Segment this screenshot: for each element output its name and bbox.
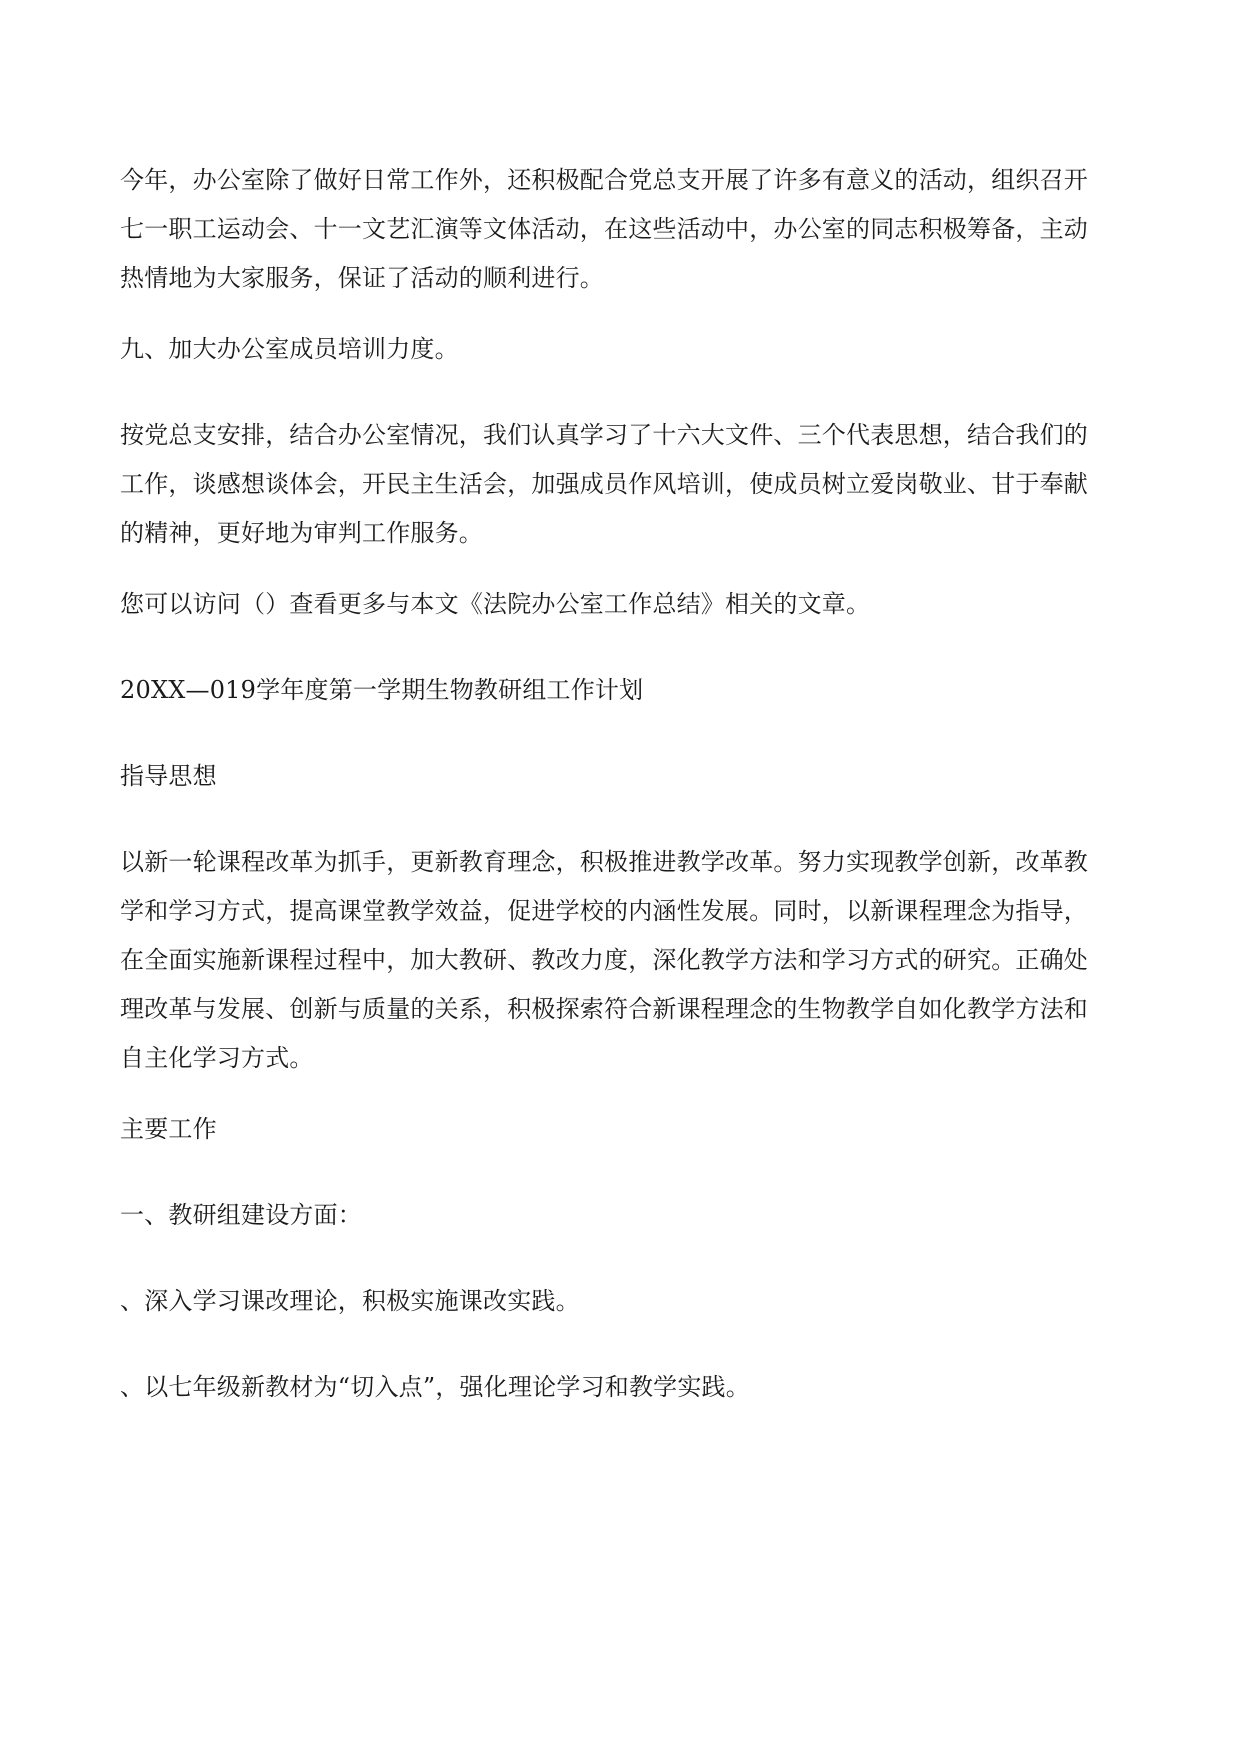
text-line: 、深入学习课改理论，积极实施课改实践。 — [120, 1287, 580, 1315]
paragraph-office-activities — [120, 156, 1130, 303]
text-line: 、以七年级新教材为“切入点”，强化理论学习和教学实践。 — [120, 1373, 750, 1401]
paragraph-training — [120, 411, 1130, 558]
text-line: 七一职工运动会、十一文艺汇演等文体活动，在这些活动中，办公室的同志积极筹备，主动 — [120, 215, 1088, 243]
text-line: 按党总支安排，结合办公室情况，我们认真学习了十六大文件、三个代表思想，结合我们的 — [120, 421, 1088, 449]
heading-main-work — [120, 1105, 1130, 1154]
text-line: 热情地为大家服务，保证了活动的顺利进行。 — [120, 264, 604, 292]
text-line: 以新一轮课程改革为抓手，更新教育理念，积极推进教学改革。努力实现教学创新，改革教 — [120, 848, 1088, 876]
heading-section-one — [120, 1191, 1130, 1240]
paragraph-visit-note — [120, 580, 1130, 629]
text-line: 自主化学习方式。 — [120, 1044, 314, 1072]
text-line: 20XX—019学年度第一学期生物教研组工作计划 — [120, 676, 644, 704]
text-line: 在全面实施新课程过程中，加大教研、教改力度，深化教学方法和学习方式的研究。正确处 — [120, 946, 1088, 974]
text-line: 一、教研组建设方面： — [120, 1201, 362, 1229]
list-item-study-theory — [120, 1277, 1130, 1326]
text-line: 指导思想 — [120, 762, 217, 790]
heading-section-nine — [120, 325, 1130, 374]
text-line: 您可以访问（）查看更多与本文《法院办公室工作总结》相关的文章。 — [120, 590, 871, 618]
text-line: 学和学习方式，提高课堂教学效益，促进学校的内涵性发展。同时，以新课程理念为指导， — [120, 897, 1088, 925]
heading-guiding-thought — [120, 752, 1130, 801]
text-line: 工作，谈感想谈体会，开民主生活会，加强成员作风培训，使成员树立爱岗敬业、甘于奉献 — [120, 470, 1088, 498]
heading-plan-title — [120, 666, 1130, 715]
text-line: 今年，办公室除了做好日常工作外，还积极配合党总支开展了许多有意义的活动，组织召开 — [120, 166, 1088, 194]
text-line: 的精神，更好地为审判工作服务。 — [120, 519, 483, 547]
text-line: 主要工作 — [120, 1115, 217, 1143]
text-line: 九、加大办公室成员培训力度。 — [120, 335, 459, 363]
text-line: 理改革与发展、创新与质量的关系，积极探索符合新课程理念的生物教学自如化教学方法和 — [120, 995, 1088, 1023]
list-item-new-textbook — [120, 1363, 1130, 1412]
paragraph-guiding-thought — [120, 838, 1130, 1083]
